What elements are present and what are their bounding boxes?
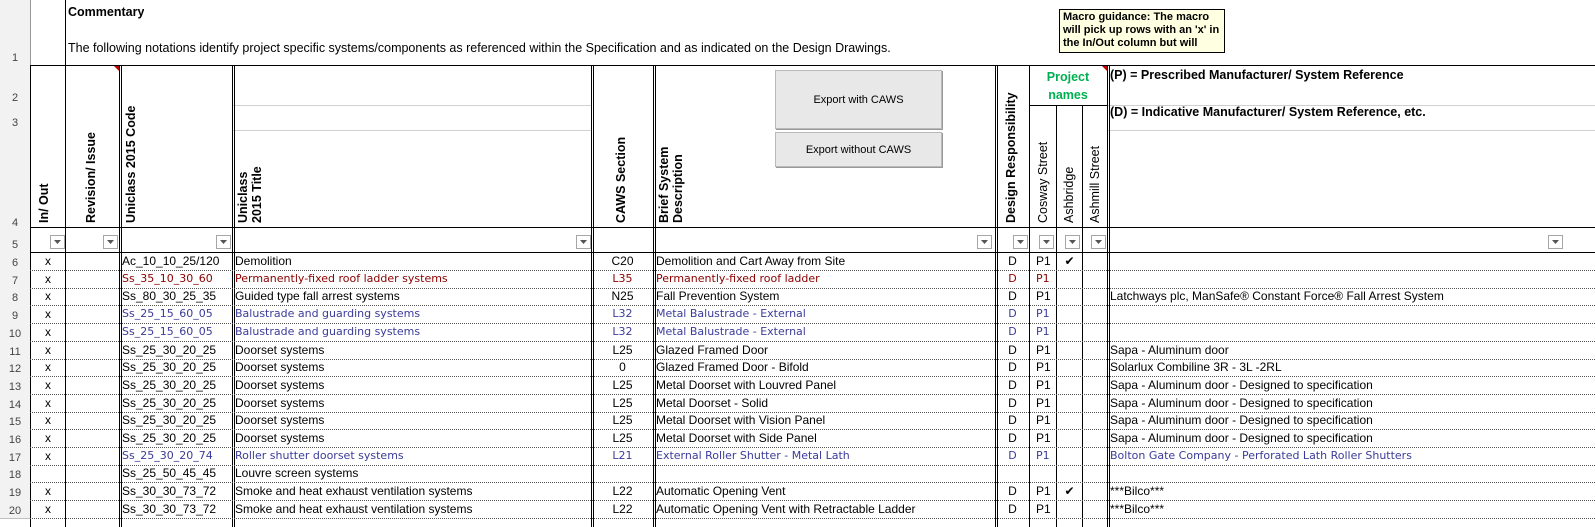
brief-description-cell[interactable]: Automatic Opening Vent with Retractable Ladder	[656, 502, 916, 516]
caws-section-cell[interactable]: L21	[612, 449, 633, 462]
caws-section-cell[interactable]: L25	[612, 343, 633, 357]
row-header[interactable]: 5	[0, 230, 30, 252]
design-responsibility-cell[interactable]: D	[1008, 272, 1017, 285]
commentary-heading: Commentary	[68, 5, 145, 19]
in-out-cell[interactable]: x	[45, 413, 51, 427]
design-responsibility-cell[interactable]: D	[1008, 325, 1017, 338]
chevron-down-icon	[1043, 240, 1050, 244]
uniclass-code-cell[interactable]: Ss_25_15_60_05	[122, 325, 213, 338]
project-cosway-cell[interactable]: P1	[1036, 343, 1051, 357]
export-without-caws-button[interactable]: Export without CAWS	[775, 132, 942, 167]
project-cosway-cell[interactable]: P1	[1036, 413, 1051, 427]
uniclass-title-cell[interactable]: Doorset systems	[235, 360, 325, 374]
header-project-ashbridge[interactable]	[1057, 105, 1082, 227]
chevron-down-icon	[1017, 240, 1024, 244]
project-cosway-cell[interactable]	[1036, 465, 1056, 482]
brief-description-cell[interactable]: Demolition and Cart Away from Site	[656, 254, 846, 268]
uniclass-code-cell[interactable]: Ss_25_30_20_74	[122, 449, 213, 462]
uniclass-title-cell[interactable]: Balustrade and guarding systems	[235, 325, 421, 338]
in-out-cell[interactable]	[31, 465, 65, 482]
caws-section-cell[interactable]: L25	[612, 378, 633, 392]
uniclass-code-cell[interactable]: Ss_25_30_20_25	[122, 378, 217, 392]
manufacturer-reference-cell[interactable]: Sapa - Aluminum door	[1110, 343, 1229, 357]
header-project-ashbridge-label: Ashbridge	[1062, 166, 1076, 223]
row-header[interactable]: 1	[0, 0, 30, 65]
in-out-cell[interactable]: x	[45, 396, 51, 410]
brief-description-cell[interactable]: External Roller Shutter - Metal Lath	[656, 449, 850, 462]
in-out-cell[interactable]: x	[45, 325, 51, 339]
in-out-cell[interactable]: x	[45, 307, 51, 321]
uniclass-code-cell[interactable]: Ss_25_15_60_05	[122, 307, 213, 320]
brief-description-cell[interactable]: Automatic Opening Vent	[656, 484, 786, 498]
in-out-cell[interactable]: x	[45, 378, 51, 392]
caws-section-cell[interactable]: L25	[612, 396, 633, 410]
filter-dropdown-button[interactable]	[1039, 235, 1054, 249]
uniclass-code-cell[interactable]: Ss_25_30_20_25	[122, 360, 217, 374]
header-caws-section[interactable]	[592, 65, 653, 227]
row-header[interactable]: 7	[0, 270, 30, 288]
row-header[interactable]: 11	[0, 341, 30, 359]
uniclass-code-cell[interactable]: Ss_25_30_20_25	[122, 413, 217, 427]
row-header[interactable]: 18	[0, 465, 30, 482]
header-caws-section-label: CAWS Section	[614, 136, 628, 223]
manufacturer-reference-cell[interactable]	[1110, 323, 1590, 341]
uniclass-code-cell[interactable]: Ac_10_10_25/120	[122, 254, 220, 268]
row-header[interactable]: 4	[0, 130, 30, 230]
brief-description-cell[interactable]: Metal Doorset with Side Panel	[656, 431, 817, 445]
row-header[interactable]: 16	[0, 429, 30, 447]
caws-section-cell[interactable]: L22	[612, 484, 633, 498]
design-responsibility-cell[interactable]: D	[1008, 396, 1017, 410]
chevron-down-icon	[1069, 240, 1076, 244]
caws-section-cell[interactable]: L35	[612, 272, 633, 285]
header-design-responsibility[interactable]	[996, 65, 1029, 227]
uniclass-title-cell[interactable]: Doorset systems	[235, 431, 325, 445]
brief-description-cell[interactable]: Metal Doorset - Solid	[656, 396, 769, 410]
chevron-down-icon	[1552, 240, 1559, 244]
manufacturer-reference-cell[interactable]: Sapa - Aluminum door - Designed to specification	[1110, 413, 1373, 427]
row-header[interactable]: 10	[0, 323, 30, 341]
filter-dropdown-button[interactable]	[1013, 235, 1028, 249]
in-out-cell[interactable]: x	[45, 272, 51, 286]
uniclass-title-cell[interactable]: Doorset systems	[235, 413, 325, 427]
uniclass-code-cell[interactable]: Ss_25_30_20_25	[122, 343, 217, 357]
brief-description-cell[interactable]: Metal Balustrade - External	[656, 325, 806, 338]
project-cosway-cell[interactable]: P1	[1036, 431, 1051, 445]
manufacturer-reference-cell[interactable]: Sapa - Aluminum door - Designed to specification	[1110, 431, 1373, 445]
design-responsibility-cell[interactable]: D	[1008, 431, 1017, 445]
project-cosway-cell[interactable]: P1	[1036, 254, 1051, 268]
manufacturer-reference-cell[interactable]	[1110, 252, 1590, 270]
design-responsibility-cell[interactable]: D	[1008, 307, 1017, 320]
brief-description-cell[interactable]	[656, 465, 994, 482]
in-out-cell[interactable]: x	[45, 431, 51, 445]
in-out-cell[interactable]: x	[45, 360, 51, 374]
filter-dropdown-button[interactable]	[576, 235, 591, 249]
brief-description-cell[interactable]: Glazed Framed Door - Bifold	[656, 360, 809, 374]
uniclass-title-cell[interactable]: Balustrade and guarding systems	[235, 307, 421, 320]
uniclass-code-cell[interactable]: Ss_80_30_25_35	[122, 289, 217, 303]
brief-description-cell[interactable]: Permanently-fixed roof ladder	[656, 272, 820, 285]
chevron-down-icon	[981, 240, 988, 244]
header-brief-label-2: Description	[671, 154, 685, 223]
manufacturer-reference-cell[interactable]	[1110, 270, 1590, 288]
project-cosway-cell[interactable]: P1	[1036, 272, 1050, 285]
header-in-out-label: In/ Out	[37, 183, 51, 223]
design-responsibility-cell[interactable]: D	[1008, 502, 1017, 516]
header-project-cosway[interactable]	[1030, 105, 1056, 227]
caws-section-cell[interactable]	[592, 465, 653, 482]
design-responsibility-cell[interactable]: D	[1008, 289, 1017, 303]
header-project-names: Project names	[1046, 70, 1090, 102]
in-out-cell[interactable]: x	[45, 449, 51, 463]
header-uniclass-title[interactable]	[233, 65, 591, 227]
project-cosway-cell[interactable]: P1	[1036, 378, 1051, 392]
manufacturer-reference-cell[interactable]	[1110, 465, 1590, 482]
uniclass-code-cell[interactable]: Ss_30_30_73_72	[122, 502, 217, 516]
uniclass-title-cell[interactable]: Roller shutter doorset systems	[235, 449, 404, 462]
project-cosway-cell[interactable]: P1	[1036, 289, 1051, 303]
uniclass-code-cell[interactable]: Ss_25_50_45_45	[122, 466, 217, 480]
legend-prescribed: (P) = Prescribed Manufacturer/ System Reference	[1110, 68, 1404, 82]
manufacturer-reference-cell[interactable]: Latchways plc, ManSafe® Constant Force® Fall Arrest System	[1110, 289, 1444, 303]
brief-description-cell[interactable]: Metal Balustrade - External	[656, 307, 806, 320]
export-with-caws-button[interactable]: Export with CAWS	[775, 70, 942, 129]
project-ashbridge-cell[interactable]: ✔	[1064, 254, 1075, 268]
uniclass-title-cell[interactable]: Doorset systems	[235, 343, 325, 357]
row-header[interactable]: 3	[0, 105, 30, 130]
project-cosway-cell[interactable]: P1	[1036, 325, 1050, 338]
header-revision[interactable]	[66, 65, 118, 227]
row-header[interactable]: 20	[0, 500, 30, 518]
legend-indicative: (D) = Indicative Manufacturer/ System Reference, etc.	[1110, 105, 1426, 119]
filter-dropdown-button[interactable]	[50, 235, 65, 249]
caws-section-cell[interactable]: L22	[612, 502, 633, 516]
chevron-down-icon	[580, 240, 587, 244]
manufacturer-reference-cell[interactable]: Bolton Gate Company - Perforated Lath Roller Shutters	[1110, 449, 1412, 462]
uniclass-code-cell[interactable]: Ss_30_30_73_72	[122, 484, 217, 498]
uniclass-code-cell[interactable]: Ss_25_30_20_25	[122, 431, 217, 445]
manufacturer-reference-cell[interactable]	[1110, 305, 1590, 323]
chevron-down-icon	[54, 240, 61, 244]
header-project-cosway-label: Cosway Street	[1036, 141, 1050, 223]
in-out-cell[interactable]: x	[45, 254, 51, 268]
filter-dropdown-button[interactable]	[216, 235, 231, 249]
chevron-down-icon	[1095, 240, 1102, 244]
caws-section-cell[interactable]: 0	[619, 360, 626, 374]
filter-dropdown-button[interactable]	[1065, 235, 1080, 249]
caws-section-cell[interactable]: L25	[612, 431, 633, 445]
macro-guidance-note: Macro guidance: The macro will pick up rows with an 'x' in the In/Out column but will	[1059, 9, 1225, 53]
comment-indicator	[1102, 66, 1107, 71]
header-design-responsibility-label: Design Responsibility	[1004, 92, 1018, 223]
uniclass-title-cell[interactable]: Louvre screen systems	[235, 466, 359, 480]
header-revision-label: Revision/ Issue	[84, 131, 98, 223]
manufacturer-reference-cell[interactable]: ***Bilco***	[1110, 484, 1165, 498]
design-responsibility-cell[interactable]	[996, 465, 1029, 482]
brief-description-cell[interactable]: Metal Doorset with Louvred Panel	[656, 378, 837, 392]
filter-dropdown-button[interactable]	[977, 235, 992, 249]
design-responsibility-cell[interactable]: D	[1008, 343, 1017, 357]
chevron-down-icon	[220, 240, 227, 244]
brief-description-cell[interactable]: Metal Doorset with Vision Panel	[656, 413, 826, 427]
row-header[interactable]: 14	[0, 394, 30, 412]
in-out-cell[interactable]: x	[45, 289, 51, 303]
header-uniclass-title-label-2: 2015 Title	[250, 166, 264, 223]
caws-section-cell[interactable]: L32	[612, 325, 633, 338]
project-cosway-cell[interactable]: P1	[1036, 360, 1051, 374]
uniclass-code-cell[interactable]: Ss_25_30_20_25	[122, 396, 217, 410]
row-header[interactable]: 6	[0, 252, 30, 270]
project-ashbridge-cell[interactable]: ✔	[1064, 484, 1075, 498]
filter-dropdown-button[interactable]	[1091, 235, 1106, 249]
row-header[interactable]: 15	[0, 412, 30, 429]
commentary-text: The following notations identify project specific systems/components as referenced within the Specification and as indicated on the Design Drawings.	[68, 41, 891, 55]
header-brief-description[interactable]	[654, 65, 994, 227]
uniclass-title-cell[interactable]: Guided type fall arrest systems	[235, 289, 400, 303]
manufacturer-reference-cell[interactable]: Solarlux Combiline 3R - 3L -2RL	[1110, 360, 1282, 374]
uniclass-code-cell[interactable]: Ss_35_10_30_60	[122, 272, 213, 285]
brief-description-cell[interactable]: Fall Prevention System	[656, 289, 780, 303]
filter-dropdown-button[interactable]	[1548, 235, 1563, 249]
design-responsibility-cell[interactable]: D	[1008, 360, 1017, 374]
filter-dropdown-button[interactable]	[103, 235, 118, 249]
in-out-cell[interactable]: x	[45, 502, 51, 516]
header-project-ashmill-label: Ashmill Street	[1088, 145, 1102, 223]
project-cosway-cell[interactable]: P1	[1036, 449, 1050, 462]
header-in-out[interactable]	[31, 65, 65, 227]
project-cosway-cell[interactable]: P1	[1036, 307, 1050, 320]
design-responsibility-cell[interactable]: D	[1008, 254, 1017, 268]
row-header[interactable]: 19	[0, 482, 30, 500]
design-responsibility-cell[interactable]: D	[1008, 484, 1017, 498]
project-cosway-cell[interactable]: P1	[1036, 502, 1051, 516]
uniclass-title-cell[interactable]: Smoke and heat exhaust ventilation systems	[235, 502, 473, 516]
header-uniclass-title-label-1: Uniclass	[236, 171, 250, 223]
caws-section-cell[interactable]: L32	[612, 307, 633, 320]
uniclass-title-cell[interactable]: Demolition	[235, 254, 292, 268]
row-header[interactable]: 12	[0, 359, 30, 376]
uniclass-title-cell[interactable]: Smoke and heat exhaust ventilation systems	[235, 484, 473, 498]
row-header[interactable]: 8	[0, 288, 30, 305]
uniclass-title-cell[interactable]: Permanently-fixed roof ladder systems	[235, 272, 448, 285]
row-header[interactable]: 17	[0, 447, 30, 465]
caws-section-cell[interactable]: N25	[611, 289, 634, 303]
in-out-cell[interactable]: x	[45, 484, 51, 498]
brief-description-cell[interactable]: Glazed Framed Door	[656, 343, 769, 357]
header-brief-label-1: Brief System	[657, 146, 671, 223]
header-uniclass-code-label: Uniclass 2015 Code	[124, 105, 138, 223]
project-cosway-cell[interactable]: P1	[1036, 396, 1051, 410]
header-project-ashmill[interactable]	[1083, 105, 1107, 227]
chevron-down-icon	[107, 240, 114, 244]
manufacturer-reference-cell[interactable]: ***Bilco***	[1110, 502, 1165, 516]
design-responsibility-cell[interactable]: D	[1008, 413, 1017, 427]
uniclass-title-cell[interactable]: Doorset systems	[235, 378, 325, 392]
caws-section-cell[interactable]: C20	[611, 254, 634, 268]
design-responsibility-cell[interactable]: D	[1008, 449, 1017, 462]
row-header[interactable]: 2	[0, 65, 30, 105]
header-uniclass-code[interactable]	[120, 65, 232, 227]
uniclass-title-cell[interactable]: Doorset systems	[235, 396, 325, 410]
row-header[interactable]: 13	[0, 376, 30, 394]
caws-section-cell[interactable]: L25	[612, 413, 633, 427]
in-out-cell[interactable]: x	[45, 343, 51, 357]
manufacturer-reference-cell[interactable]: Sapa - Aluminum door - Designed to specification	[1110, 396, 1373, 410]
manufacturer-reference-cell[interactable]: Sapa - Aluminum door - Designed to specification	[1110, 378, 1373, 392]
row-header[interactable]: 9	[0, 305, 30, 323]
design-responsibility-cell[interactable]: D	[1008, 378, 1017, 392]
project-cosway-cell[interactable]: P1	[1036, 484, 1051, 498]
comment-indicator	[114, 66, 119, 71]
